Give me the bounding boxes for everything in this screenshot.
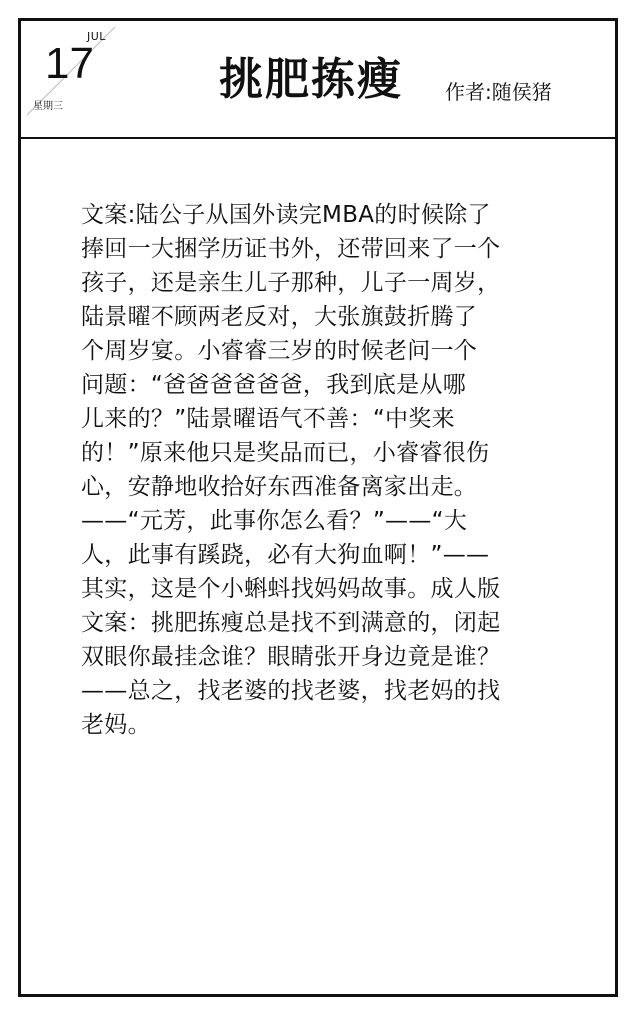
date-day: 17 — [45, 39, 94, 88]
synopsis-line: 双眼你最挂念谁？眼睛张开身边竟是谁？ — [81, 644, 501, 670]
book-card — [18, 18, 618, 997]
synopsis-line: 的！”原来他只是奖品而已，小睿睿很伤 — [81, 440, 490, 466]
synopsis-line: ——总之，找老婆的找老婆，找老妈的找 — [81, 678, 501, 704]
card-header — [21, 21, 615, 139]
synopsis-line: 其实，这是个小蝌蚪找妈妈故事。成人版 — [81, 576, 501, 602]
synopsis-line: 文案:陆公子从国外读完MBA的时候除了 — [81, 202, 491, 228]
date-month: JUL — [87, 30, 106, 43]
synopsis-text — [81, 198, 561, 742]
synopsis-line: 文案：挑肥拣瘦总是找不到满意的，闭起 — [81, 610, 501, 636]
synopsis-line: 陆景曜不顾两老反对，大张旗鼓折腾了 — [81, 304, 478, 330]
book-author: 作者:随侯猪 — [445, 80, 552, 104]
synopsis-line: 老妈。 — [81, 712, 151, 738]
date-block — [27, 27, 117, 117]
synopsis-line: 问题：“爸爸爸爸爸爸，我到底是从哪 — [81, 372, 467, 398]
synopsis-line: ——“元芳，此事你怎么看？”——“大 — [81, 508, 468, 534]
synopsis-line: 孩子，还是亲生儿子那种，儿子一周岁， — [81, 270, 501, 296]
synopsis-line: 个周岁宴。小睿睿三岁的时候老问一个 — [81, 338, 478, 364]
date-weekday: 星期三 — [33, 101, 63, 112]
synopsis-line: 人，此事有蹊跷，必有大狗血啊！”—— — [81, 542, 490, 568]
synopsis-line: 捧回一大捆学历证书外，还带回来了一个 — [81, 236, 501, 262]
synopsis-line: 心，安静地收拾好东西准备离家出走。 — [81, 474, 478, 500]
synopsis-line: 儿来的？”陆景曜语气不善：“中奖来 — [81, 406, 455, 432]
book-title: 挑肥拣瘦 — [219, 54, 403, 105]
